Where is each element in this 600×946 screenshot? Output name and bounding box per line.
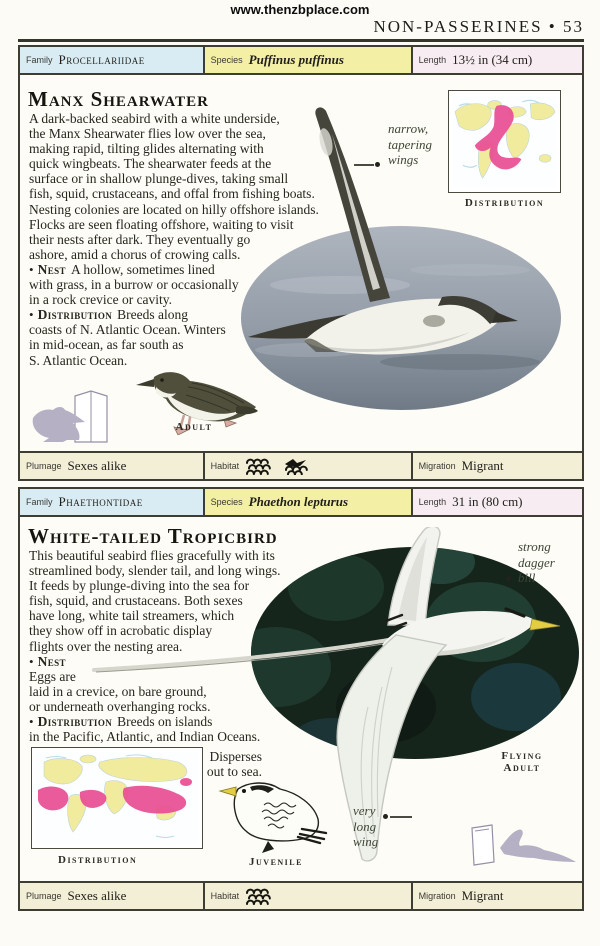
tropicbird-content xyxy=(20,517,582,881)
species-value: Phaethon lepturus xyxy=(248,494,349,509)
world-map-tropics xyxy=(36,752,198,844)
distribution-entry: • Distribution Breeds on islands xyxy=(29,714,213,730)
migration-cell xyxy=(411,883,582,909)
migration-label: Migration xyxy=(418,891,456,901)
plumage-label: Plumage xyxy=(26,891,62,901)
length-value: 31 in (80 cm) xyxy=(452,494,523,509)
migration-label: Migration xyxy=(418,461,456,471)
open-sea-waves-icon xyxy=(245,458,272,475)
manx-content xyxy=(20,75,582,451)
pointer-line xyxy=(390,816,412,818)
species-label: Species xyxy=(210,55,243,65)
species-id-bar xyxy=(20,47,582,75)
species-cell xyxy=(203,47,411,73)
pointer-dot xyxy=(506,576,511,581)
family-cell xyxy=(20,47,203,73)
species-title: White-tailed Tropicbird xyxy=(28,524,278,548)
species-description: This beautiful seabird flies gracefully with its streamlined body, slender tail, and long wings. It feeds by plunge-diving into the sea for fish, squid, and crustaceans. Both sexes have long, white tail streamers, which they show off in acrobatic display flights over the nesting area. • Nest Eggs are laid in a crevice, on bare ground, or underneath overhanging rocks. • Distribution Breeds on islands in the Pacific, Atlantic, and Indian Oceans. xyxy=(29,548,281,745)
facts-bar xyxy=(20,881,582,909)
species-title: Manx Shearwater xyxy=(28,87,209,111)
habitat-cell xyxy=(203,883,411,909)
species-description: A dark-backed seabird with a white underside, the Manx Shearwater flies low over the sea, making rapid, tilting glides alternating with quick wingbeats. The shearwater feeds at the surface or in shallow plunge-dives, taking small fish, squid, crustaceans, and offal from fishing boats. Nesting colonies are located on hilly offshore islands. Flocks are seen floating offshore, waiting to visit their nests after dark. They eventually go ashore, amid a chorus of crowing calls. • Nest A hollow, sometimes lined with grass, in a burrow or occasionally in a rock crevice or cavity. • Distribution Breeds along coasts of N. Atlantic Ocean. Winters in mid-ocean, as far south as S. Atlantic Ocean. xyxy=(29,111,319,368)
length-label: Length xyxy=(418,497,447,507)
header-rule xyxy=(18,39,584,42)
pointer-dot xyxy=(375,162,380,167)
site-url: www.thenzbplace.com xyxy=(230,2,370,17)
family-label: Family xyxy=(26,497,53,507)
open-sea-waves-icon xyxy=(245,888,272,905)
wing-annotation: very long wing xyxy=(353,803,378,850)
habitat-label: Habitat xyxy=(210,461,240,471)
map-caption: Distribution xyxy=(464,197,545,209)
size-comparison-silhouette xyxy=(450,822,578,867)
distribution-map xyxy=(448,90,561,193)
bird-on-sea-icon xyxy=(282,458,309,475)
range-area-pacific xyxy=(38,786,68,810)
bird-body xyxy=(234,783,318,841)
pointer-dot xyxy=(383,814,388,819)
species-id-bar xyxy=(20,489,582,517)
bill-annotation: strong dagger bill xyxy=(518,539,555,586)
juvenile-figure-label: Juvenile xyxy=(249,856,303,868)
pointer-line xyxy=(354,164,374,166)
tropicbird-section xyxy=(18,487,584,911)
nest-entry: • Nest xyxy=(29,653,66,669)
migration-cell xyxy=(411,453,582,479)
adult-figure-label: Adult xyxy=(175,421,213,433)
family-label: Family xyxy=(26,55,53,65)
wing-annotation: narrow, tapering wings xyxy=(388,121,432,168)
plumage-label: Plumage xyxy=(26,461,62,471)
flying-adult-label: Flying Adult xyxy=(501,750,543,774)
plumage-cell xyxy=(20,453,203,479)
length-value: 13½ in (34 cm) xyxy=(452,52,533,67)
nest-entry: • Nest A hollow, sometimes lined xyxy=(29,261,215,277)
body-text: This beautiful seabird flies gracefully with its streamlined body, slender tail, and long wings. It feeds by plunge-diving into the sea for fish, squid, and crustaceans. Both sexes have long, white tail streamers, which they show off in acrobatic display flights over the nesting area. xyxy=(29,548,281,654)
plumage-value: Sexes alike xyxy=(67,888,127,903)
family-cell xyxy=(20,489,203,515)
habitat-cell xyxy=(203,453,411,479)
distribution-map xyxy=(31,747,203,849)
world-map-atlantic xyxy=(453,95,556,188)
length-label: Length xyxy=(418,55,447,65)
distribution-entry: • Distribution Breeds along xyxy=(29,307,188,323)
length-cell xyxy=(411,47,582,73)
species-value: Puffinus puffinus xyxy=(248,52,344,67)
foot xyxy=(262,841,274,853)
family-value: Phaethontidae xyxy=(58,494,143,509)
plumage-cell xyxy=(20,883,203,909)
manx-shearwater-section xyxy=(18,45,584,481)
habitat-label: Habitat xyxy=(210,891,240,901)
body-text: A dark-backed seabird with a white underside, the Manx Shearwater flies low over the sea, making rapid, tilting glides alternating with quick wingbeats. The shearwater feeds at the surface or in shallow plunge-dives, taking small fish, squid, crustaceans, and offal from fishing boats. Nesting colonies are located on hilly offshore islands. Flocks are seen floating offshore, waiting to visit their nests after dark. They eventually go ashore, amid a chorus of crowing calls. xyxy=(29,111,319,262)
bird-bill xyxy=(136,379,154,387)
map-caption: Distribution xyxy=(58,854,138,866)
migration-value: Migrant xyxy=(461,458,504,473)
length-cell xyxy=(411,489,582,515)
facts-bar xyxy=(20,451,582,479)
disperses-text: Disperses out to sea. xyxy=(206,749,262,780)
tropicbird-silhouette-icon xyxy=(500,829,576,862)
page-header: NON-PASSERINES • 53 xyxy=(373,17,584,36)
size-comparison-silhouette xyxy=(29,390,113,444)
migration-value: Migrant xyxy=(461,888,504,903)
family-value: Procellariidae xyxy=(58,52,145,67)
juvenile-tropicbird-illustration xyxy=(216,779,328,855)
plumage-value: Sexes alike xyxy=(67,458,127,473)
species-cell xyxy=(203,489,411,515)
species-label: Species xyxy=(210,497,243,507)
yellow-bill xyxy=(220,787,236,796)
